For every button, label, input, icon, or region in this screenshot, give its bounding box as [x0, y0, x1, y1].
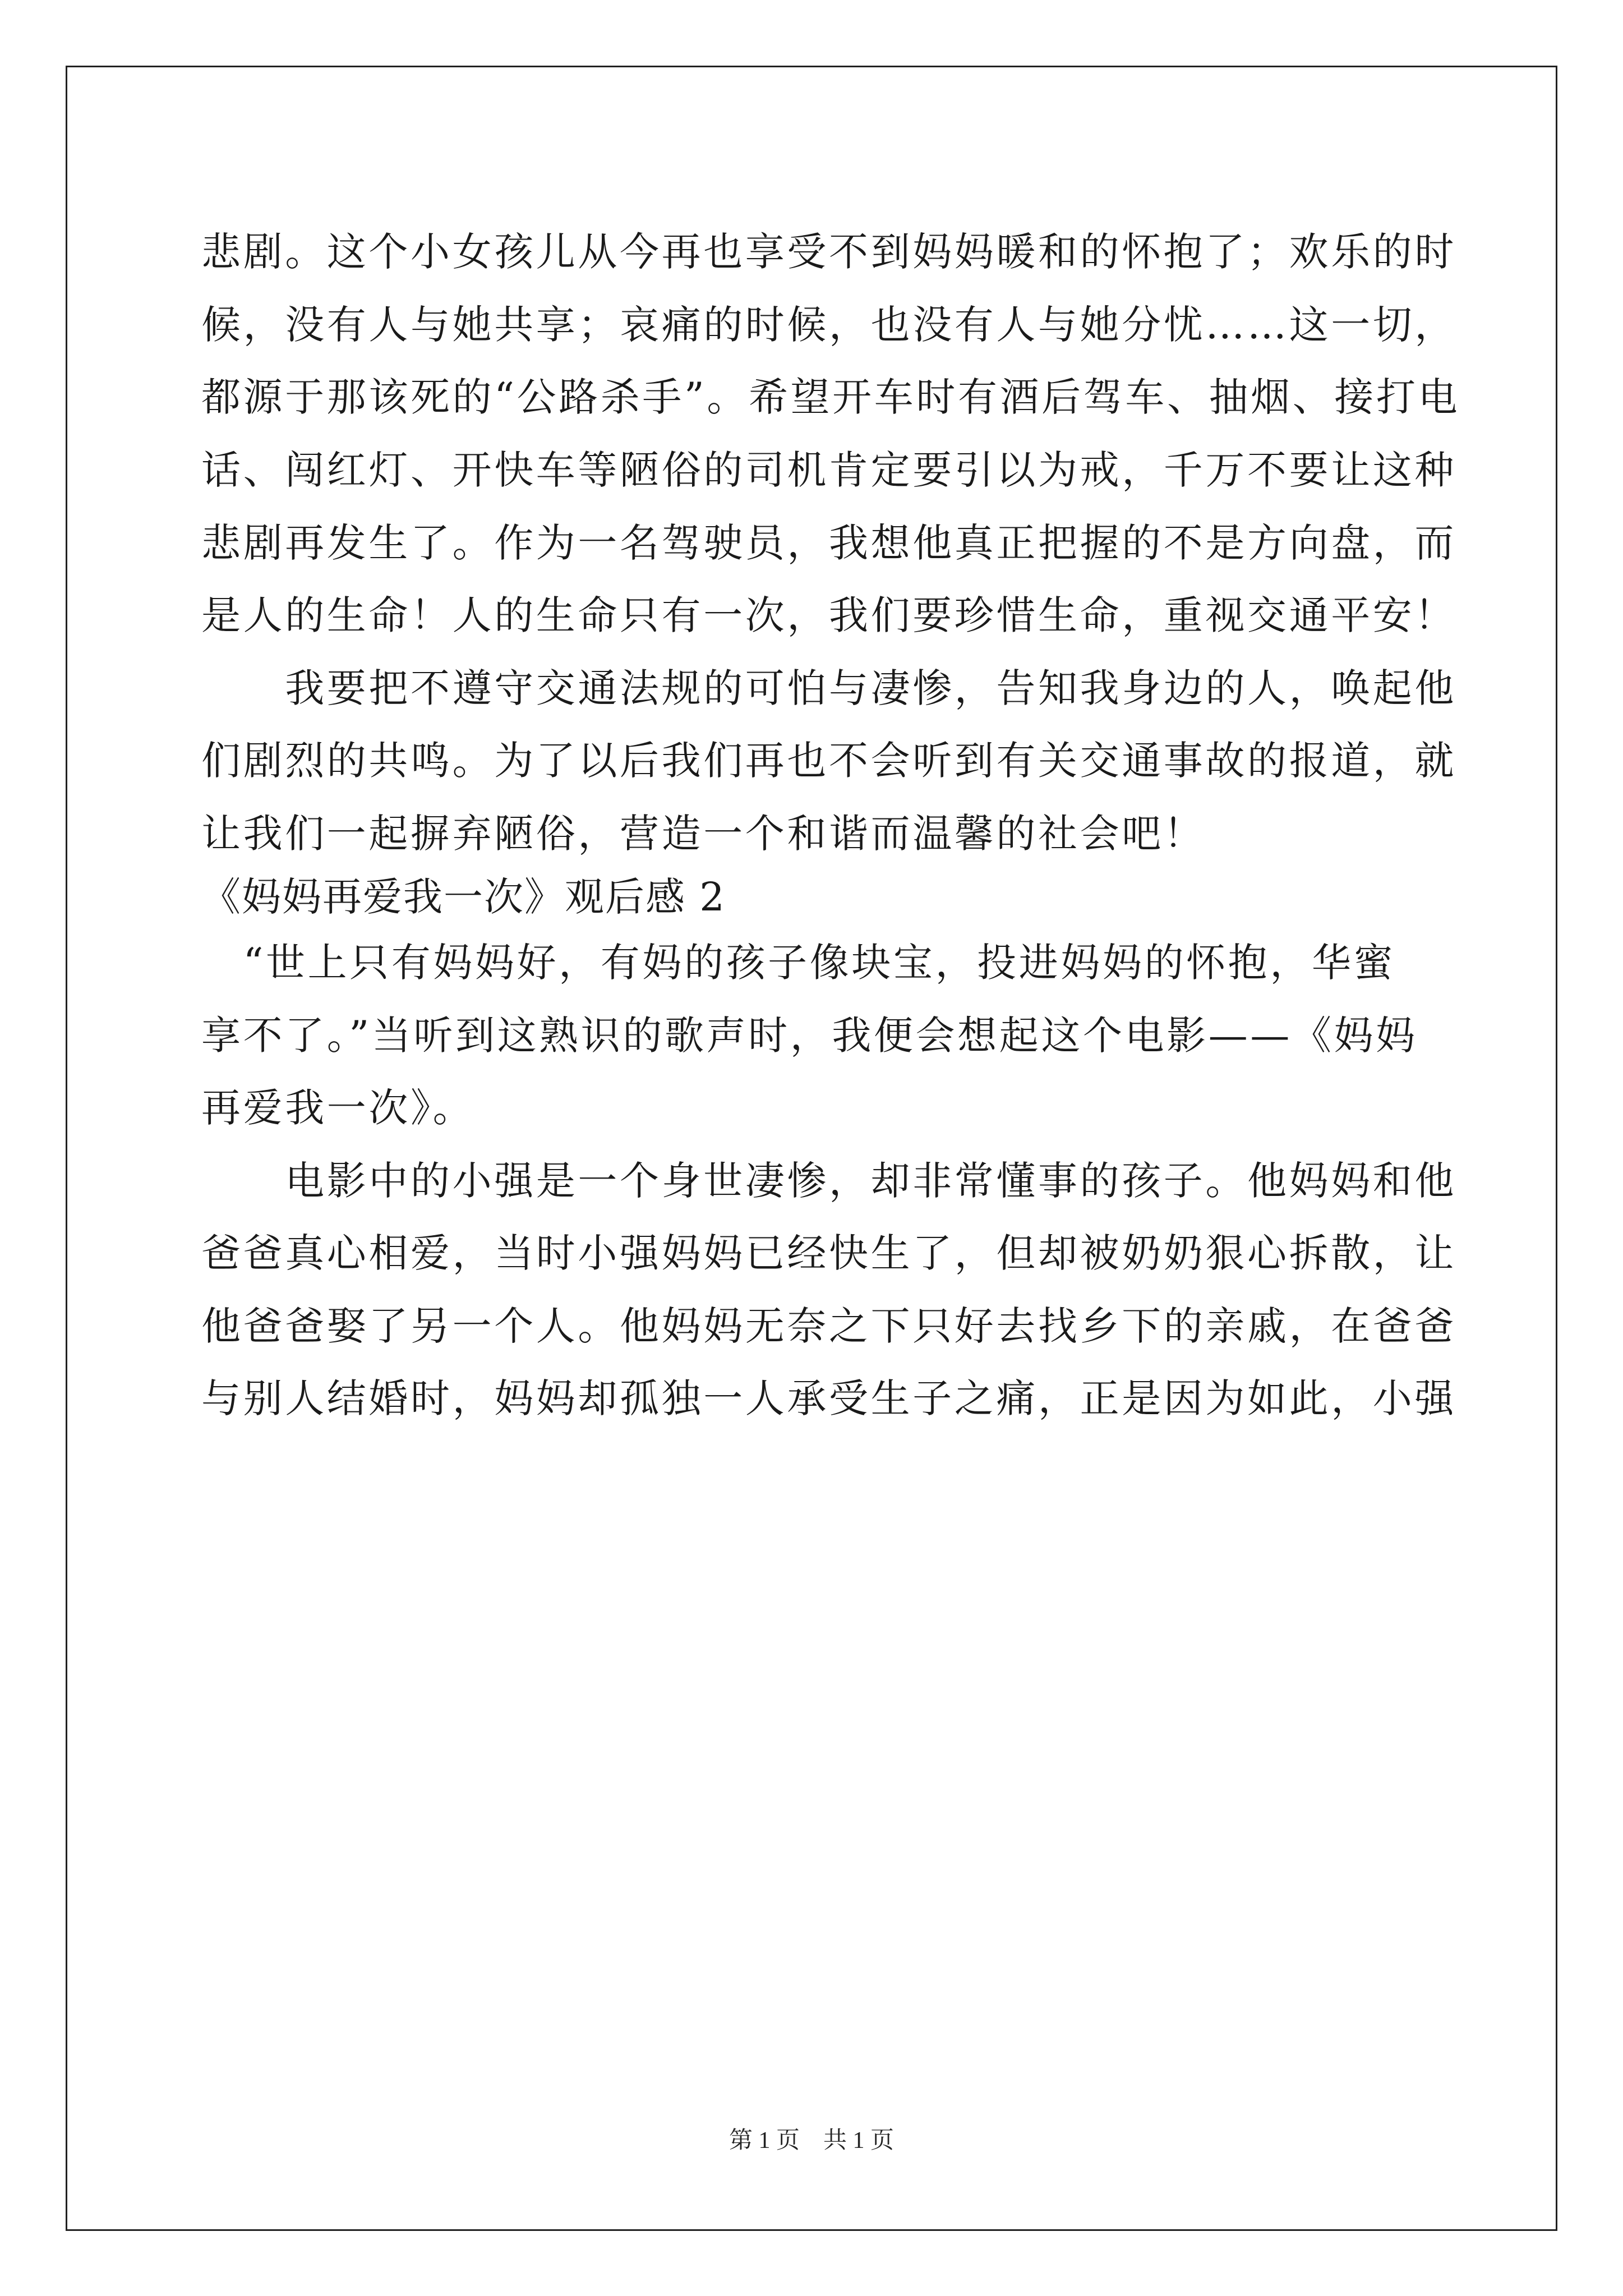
body-text-line: 们剧烈的共鸣。为了以后我们再也不会听到有关交通事故的报道，就	[201, 738, 1456, 784]
body-text-line: 话、闯红灯、开快车等陋俗的司机肯定要引以为戒，千万不要让这种	[201, 447, 1456, 493]
body-text-line: 是人的生命！人的生命只有一次，我们要珍惜生命，重视交通平安！	[201, 592, 1456, 638]
section-heading: 《妈妈再爱我一次》观后感 2	[201, 874, 726, 920]
body-text-line: 候，没有人与她共享；哀痛的时候，也没有人与她分忧……这一切，	[201, 302, 1456, 348]
body-text-line: 让我们一起摒弃陋俗，营造一个和谐而温馨的社会吧！	[201, 811, 1206, 857]
body-text-line: 享不了。”当听到这熟识的歌声时，我便会想起这个电影——《妈妈	[201, 1013, 1418, 1059]
body-text-line: 悲剧再发生了。作为一名驾驶员，我想他真正把握的不是方向盘，而	[201, 520, 1456, 566]
body-text-line: 电影中的小强是一个身世凄惨，却非常懂事的孩子。他妈妈和他	[201, 1158, 1456, 1204]
body-text-line: 爸爸真心相爱，当时小强妈妈已经快生了，但却被奶奶狠心拆散，让	[201, 1230, 1456, 1276]
body-text-line: 都源于那该死的“公路杀手”。希望开车时有酒后驾车、抽烟、接打电	[201, 374, 1460, 420]
body-text-line: 与别人结婚时，妈妈却孤独一人承受生子之痛，正是因为如此，小强	[201, 1375, 1456, 1421]
body-text-line: 再爱我一次》。	[201, 1085, 475, 1131]
page-number-footer: 第 1 页 共 1 页	[728, 2128, 894, 2154]
body-text-line: “世上只有妈妈好，有妈的孩子像块宝，投进妈妈的怀抱，华蜜	[201, 940, 1396, 986]
body-text-line: 他爸爸娶了另一个人。他妈妈无奈之下只好去找乡下的亲戚，在爸爸	[201, 1303, 1456, 1349]
body-text-line: 悲剧。这个小女孩儿从今再也享受不到妈妈暖和的怀抱了；欢乐的时	[201, 229, 1456, 275]
body-text-line: 我要把不遵守交通法规的可怕与凄惨，告知我身边的人，唤起他	[201, 665, 1456, 711]
